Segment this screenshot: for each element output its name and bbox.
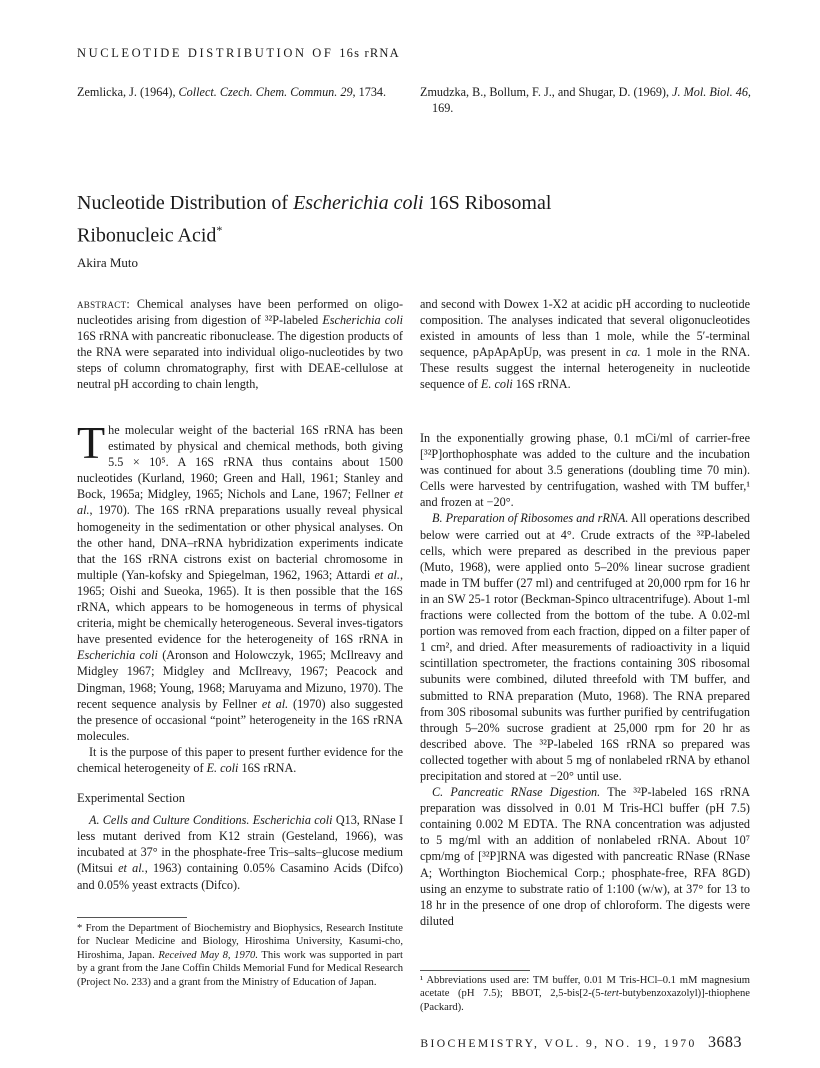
- title-part: Nucleotide Distribution of: [77, 192, 289, 214]
- article-author: Akira Muto: [77, 255, 139, 270]
- preparation-paragraph: [420, 510, 750, 784]
- abstract-text: 16S rRNA with pancreatic ribonuclease. The digestion products of the RNA were separated into individual oligo-nucleotides by two steps of column chromatography, first with DEAE-cellulose at neutral pH according to chain length,: [77, 329, 403, 392]
- body-text: (Aronson and Holowczyk, 1965; McIlreavy and Midgley 1967; Midgley and McIlreavy, 1967; Peacock and Dingman, 1968; Young, 1968; Maruyama and Mizuno, 1970). The recent sequence analysis by Fellner: [77, 648, 403, 711]
- body-text: , 1963) containing 0.05% Casamino Acids (Difco) and 0.05% yeast extracts (Difco).: [77, 861, 403, 892]
- body-text: The ³²P-labeled 16S rRNA preparation was dissolved in 0.01 M Tris-HCl buffer (pH 7.5) containing 0.002 M EDTA. The RNA concentration was adjusted to 5 mg/ml with an addition of nonlabeled rRNA. About 10⁷ cpm/mg of [³²P]RNA was digested with pancreatic RNase (RNase A; Worthington Biochemical Corp.; phosphate-free, RFA 8GD) using an enzyme to substrate ratio of 1:100 (w/w), at 37° for 13 to 18 hr in the presence of one drop of chloroform. The digests were diluted: [420, 785, 751, 928]
- abstract-column-1: [77, 296, 403, 393]
- title-species: Escherichia coli: [293, 192, 424, 214]
- footnote-affiliation: [77, 922, 403, 989]
- article-title: [77, 190, 637, 250]
- title-part: 16S Ribosomal Ribonucleic Acid: [77, 192, 552, 247]
- right-column: [420, 430, 750, 929]
- title-footnote-mark: *: [216, 223, 223, 237]
- experimental-paragraph-a: [77, 812, 403, 892]
- footnote-abbreviations: [420, 974, 750, 1014]
- abstract-italic: ca.: [625, 345, 641, 360]
- left-column: [77, 417, 404, 893]
- body-text: All operations described below were carried out at 4°. Crude extracts of the ³²P-labeled cells, which were prepared as described in the previous paper (Muto, 1968), were applied onto 5–20% linear sucrose gradient made in TM buffer (27 ml) and centrifuged at 20,000 rpm for 16 hr in an SW 25-1 rotor (Beckman-Spinco ultracentrifuge). About 1-ml fractions were collected from the bottom of the tube. A 0.02-ml portion was removed from each fraction, dipped on a filter paper of 1 cm², and dried. After measurements of radioactivity in a liquid scintillation spectrometer, the fractions containing 30S ribosomal subunits were combined, diluted threefold with TM buffer, and submitted to RNA preparation (Muto, 1968). The RNA prepared from 30S ribosomal subunits was further purified by centrifugation through 5–20% sucrose gradient at 25,000 rpm for 20 hr as described above. The ³²P-labeled 16S rRNA so prepared was collected together with about 5 mg of nonlabeled rRNA by ethanol precipitation and stored at −20° until use.: [420, 511, 750, 783]
- ref-journal: Collect. Czech. Chem. Commun. 29,: [178, 85, 356, 99]
- footnote-italic: tert: [604, 988, 619, 1000]
- subsection-label: B. Preparation of Ribosomes and rRNA.: [432, 511, 629, 526]
- running-head-molecule: 16s rRNA: [339, 46, 400, 60]
- abstract-species: E. coli: [480, 377, 513, 392]
- page-footer: [420, 1034, 742, 1052]
- body-text: It is the purpose of this paper to present further evidence for the chemical heterogeneity of: [77, 744, 403, 775]
- footnote-rule-left: [77, 917, 187, 918]
- footnote-text: ¹ Abbreviations used are: TM buffer, 0.01 M Tris-HCl–0.1 mM magnesium acetate (pH 7.5); BBOT, 2,5-bis[2-(5-: [420, 975, 750, 1000]
- reference-zmudzka: [420, 84, 762, 116]
- body-text: 16S rRNA.: [241, 760, 297, 775]
- ref-author: Zmudzka, B., Bollum, F. J., and Shugar, D. (1969),: [420, 85, 670, 99]
- body-text: , 1965; Oishi and Sueoka, 1965). It is then possible that the 16S rRNA, which appears to be homogeneous in terms of physical criteria, might be chemically heterogeneous. Several inves-tigators have presented evidence for the heterogeneity of 16S rRNA in: [77, 567, 404, 647]
- ref-pages: 169.: [432, 101, 454, 115]
- abstract-text: and second with Dowex 1-X2 at acidic pH according to nucleotide composition. The analyses indicated that several oligonucleotides existed in amounts of less than 1 mole, while the 5′-terminal sequence, pApApApUp, was present in: [420, 297, 750, 360]
- footnote-text: * From the Department of Biochemistry and Biophysics, Research Institute for Nuclear Medicine and Biology, Hiroshima University, Kasumi-cho, Hiroshima, Japan.: [77, 923, 403, 961]
- subsection-label: A. Cells and Culture Conditions.: [89, 813, 250, 828]
- running-head: [77, 46, 400, 61]
- body-italic: et al.: [77, 487, 403, 518]
- reference-zemlicka: [77, 84, 414, 100]
- body-species: E. coli: [206, 760, 239, 775]
- footnote-text: This work was supported in part by a grant from the Jane Coffin Childs Memorial Fund for Medical Research (Project No. 233) and a grant from the Ministry of Education of Japan.: [77, 949, 403, 988]
- body-text: , 1970). The 16S rRNA preparations usually reveal physical homogeneity in the sedimentation or other physical analyses. On the other hand, DNA–rRNA hybridization experiments indicate that the 16S rRNA cistrons exist on bacterial chromosome in multiple (Yan-kofsky and Spiegelman, 1962, 1963; Attardi: [77, 503, 403, 582]
- abstract-column-2: [420, 296, 750, 393]
- abstract-text: 1 mole in the RNA. These results suggest the internal heterogeneity in nucleotide sequence of: [420, 345, 751, 392]
- body-species: Escherichia coli: [252, 813, 333, 828]
- intro-paragraph-1: [77, 417, 404, 744]
- subsection-label: C. Pancreatic RNase Digestion.: [432, 785, 601, 800]
- digestion-paragraph: [420, 784, 750, 929]
- culture-paragraph: In the exponentially growing phase, 0.1 mCi/ml of carrier-free [³²P]orthophosphate was added to the culture and the incubation was continued for about 3.5 generations (doubling time 70 min). Cells were harvested by centrifugation, washed with TM buffer,¹ and frozen at −20°.: [420, 431, 750, 510]
- ref-author: Zemlicka, J. (1964),: [77, 85, 176, 99]
- footer-journal: BIOCHEMISTRY, VOL. 9, NO. 19, 1970: [420, 1037, 697, 1050]
- section-heading-experimental: Experimental Section: [77, 791, 185, 806]
- ref-pages: 1734.: [358, 85, 387, 99]
- body-species: Escherichia coli: [77, 648, 158, 663]
- drop-cap: T: [77, 417, 106, 468]
- footnote-rule-right: [420, 970, 530, 971]
- footnote-text: -butybenzoxazolyl)]-thiophene (Packard).: [420, 988, 750, 1013]
- body-text: he molecular weight of the bacterial 16S rRNA has been estimated by physical and chemical methods, both giving 5.5 × 10⁵. A 16S rRNA thus contains about 1500 nucleotides (Kurland, 1960; Green and Hall, 1961; Stanley and Bock, 1965a; Midgley, 1965; Nichols and Lane, 1967; Fellner: [77, 423, 403, 502]
- body-text: (1970) also suggested the presence of occasional “point” heterogeneity in the 16S rRNA molecules.: [77, 696, 404, 743]
- running-head-text: NUCLEOTIDE DISTRIBUTION OF: [77, 46, 334, 60]
- body-text: Q13, RNase I less mutant derived from K12 strain (Gesteland, 1966), was incubated at 37° in the phosphate-free Tris–salts–glucose medium (Mitsui: [77, 813, 404, 876]
- page-number: 3683: [708, 1034, 742, 1051]
- abstract-species: Escherichia coli: [322, 313, 403, 328]
- intro-paragraph-2: [77, 744, 403, 776]
- body-italic: et al.: [118, 861, 145, 876]
- abstract-text: 16S rRNA.: [515, 377, 571, 392]
- footnote-received: Received May 8, 1970.: [158, 949, 258, 961]
- ref-journal: J. Mol. Biol. 46,: [672, 85, 751, 99]
- abstract-text: Chemical analyses have been performed on oligo-nucleotides arising from digestion of ³²P-labeled: [77, 297, 404, 328]
- body-italic: et al.: [261, 696, 289, 711]
- body-italic: et al.: [374, 567, 400, 582]
- abstract-label: abstract:: [77, 297, 131, 311]
